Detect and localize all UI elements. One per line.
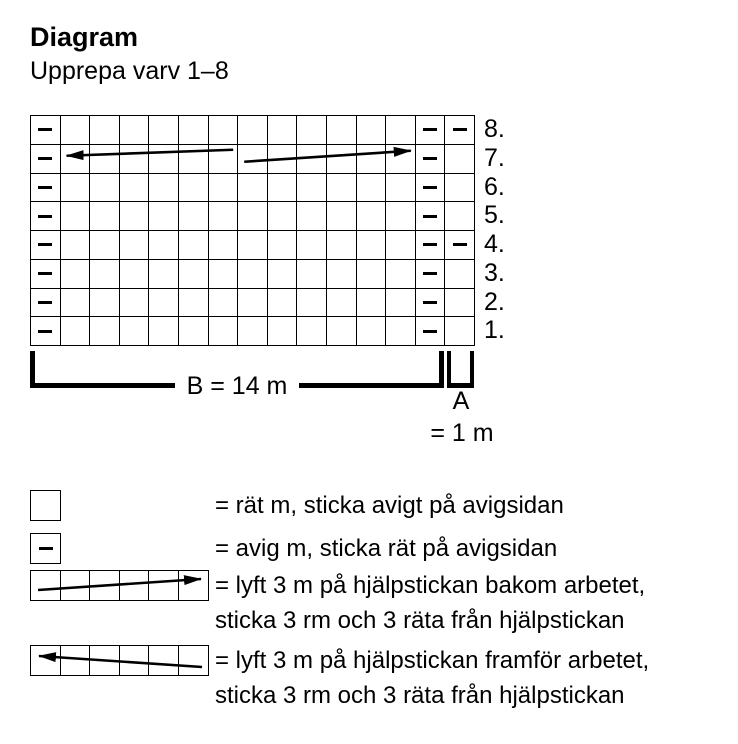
chart-cell: [357, 289, 387, 318]
chart-cell: [31, 260, 61, 289]
chart-cell: [31, 145, 61, 174]
chart-cell: [268, 202, 298, 231]
row-label: 4.: [484, 230, 505, 258]
chart-cell: [386, 317, 416, 346]
legend-text-line: = lyft 3 m på hjälpstickan bakom arbetet,: [215, 572, 646, 599]
chart-cell: [209, 145, 239, 174]
chart-cell: [327, 145, 357, 174]
chart-cell: [238, 231, 268, 260]
chart-cell: [238, 317, 268, 346]
chart-cell: [209, 260, 239, 289]
chart-cell: [445, 231, 475, 260]
chart-cell: [61, 202, 91, 231]
purl-dash-icon: [423, 243, 437, 246]
chart-cell: [61, 174, 91, 203]
chart-cell: [61, 231, 91, 260]
purl-dash-icon: [453, 128, 467, 131]
chart-cell: [238, 260, 268, 289]
chart-cell: [149, 174, 179, 203]
legend-item-text: [215, 643, 649, 713]
chart-cell: [357, 174, 387, 203]
purl-dash-icon: [423, 128, 437, 131]
legend-item-text: [215, 488, 564, 523]
chart-cell: [120, 145, 150, 174]
knitting-chart: [30, 115, 475, 346]
strip-cell: [178, 645, 209, 676]
a-measure-value: = 1 m: [430, 419, 494, 447]
purl-dash-icon: [38, 301, 52, 304]
chart-cell: [120, 231, 150, 260]
purl-dash-icon: [423, 301, 437, 304]
purl-dash-icon: [423, 157, 437, 160]
chart-cell: [238, 145, 268, 174]
chart-cell: [149, 145, 179, 174]
purl-dash-icon: [423, 215, 437, 218]
chart-cell: [120, 202, 150, 231]
chart-cell: [120, 317, 150, 346]
chart-cell: [238, 174, 268, 203]
b-measure-label: [30, 371, 444, 401]
chart-cell: [445, 260, 475, 289]
chart-cell: [357, 317, 387, 346]
chart-cell: [357, 145, 387, 174]
chart-cell: [61, 317, 91, 346]
chart-cell: [179, 260, 209, 289]
strip-cell: [119, 645, 150, 676]
chart-cell: [416, 317, 446, 346]
chart-cell: [445, 174, 475, 203]
chart-cell: [209, 174, 239, 203]
chart-cell: [209, 289, 239, 318]
chart-cell: [31, 289, 61, 318]
purl-dash-icon: [38, 157, 52, 160]
row-label: 5.: [484, 201, 505, 230]
chart-cell: [149, 317, 179, 346]
chart-cell: [297, 116, 327, 145]
chart-cell: [31, 174, 61, 203]
chart-cell: [61, 116, 91, 145]
chart-cell: [268, 145, 298, 174]
chart-cell: [90, 289, 120, 318]
chart-cell: [90, 116, 120, 145]
chart-cell: [268, 231, 298, 260]
chart-cell: [90, 174, 120, 203]
chart-cell: [179, 145, 209, 174]
chart-cell: [120, 174, 150, 203]
chart-cell: [357, 260, 387, 289]
chart-cell: [327, 174, 357, 203]
legend-text-line: = rät m, sticka avigt på avigsidan: [215, 492, 564, 519]
chart-cell: [149, 116, 179, 145]
chart-cell: [149, 202, 179, 231]
purl-dash-icon: [39, 547, 53, 550]
strip-cell: [178, 570, 209, 601]
chart-cell: [445, 202, 475, 231]
chart-cell: [61, 145, 91, 174]
chart-cell: [416, 145, 446, 174]
chart-cell: [209, 317, 239, 346]
knit-stitch-icon: [30, 490, 61, 521]
legend-text-line: = avig m, sticka rät på avigsidan: [215, 535, 558, 562]
chart-cell: [386, 174, 416, 203]
b-measure-text: B = 14 m: [175, 372, 300, 400]
row-label: 1.: [484, 316, 505, 345]
chart-cell: [209, 231, 239, 260]
strip-cell: [148, 645, 179, 676]
chart-cell: [386, 231, 416, 260]
chart-cell: [416, 116, 446, 145]
purl-dash-icon: [38, 215, 52, 218]
chart-cell: [327, 260, 357, 289]
legend-item-cable-front: [30, 645, 730, 709]
chart-cell: [297, 145, 327, 174]
chart-cell: [386, 145, 416, 174]
chart-cell: [386, 202, 416, 231]
chart-cell: [61, 289, 91, 318]
chart-cell: [297, 174, 327, 203]
chart-cell: [31, 202, 61, 231]
a-measure-letter: A: [452, 387, 470, 415]
chart-cell: [297, 202, 327, 231]
chart-cell: [149, 231, 179, 260]
chart-cell: [445, 116, 475, 145]
chart-cell: [179, 231, 209, 260]
row-label: 3.: [484, 258, 505, 287]
strip-cell: [60, 570, 91, 601]
chart-cell: [31, 317, 61, 346]
chart-cell: [179, 289, 209, 318]
chart-cell: [445, 289, 475, 318]
chart-cell: [238, 116, 268, 145]
chart-cell: [357, 116, 387, 145]
chart-cell: [31, 231, 61, 260]
chart-cell: [238, 202, 268, 231]
legend-item-cable-back: [30, 570, 730, 634]
chart-cell: [445, 317, 475, 346]
strip-cell: [60, 645, 91, 676]
chart-cell: [209, 202, 239, 231]
chart-cell: [209, 116, 239, 145]
chart-cell: [90, 260, 120, 289]
purl-dash-icon: [38, 330, 52, 333]
chart-cell: [297, 289, 327, 318]
chart-cell: [416, 289, 446, 318]
chart-cell: [327, 202, 357, 231]
chart-cell: [386, 289, 416, 318]
chart-cell: [90, 317, 120, 346]
chart-cell: [327, 289, 357, 318]
chart-cell: [268, 174, 298, 203]
chart-cell: [179, 202, 209, 231]
legend-text-line: sticka 3 rm och 3 räta från hjälpstickan: [215, 607, 625, 634]
row-label: 7.: [484, 143, 505, 172]
legend-item-text: [215, 568, 645, 638]
chart-cell: [416, 260, 446, 289]
chart-cell: [90, 231, 120, 260]
chart-cell: [120, 260, 150, 289]
chart-cell: [416, 231, 446, 260]
page-title: Diagram: [30, 22, 139, 52]
purl-dash-icon: [453, 243, 467, 246]
chart-cell: [120, 289, 150, 318]
chart-cell: [31, 116, 61, 145]
purl-stitch-icon: [30, 533, 61, 564]
strip-cell: [89, 570, 120, 601]
purl-dash-icon: [423, 186, 437, 189]
purl-dash-icon: [38, 186, 52, 189]
chart-cell: [268, 260, 298, 289]
strip-cell: [148, 570, 179, 601]
chart-cell: [386, 116, 416, 145]
chart-cell: [179, 116, 209, 145]
row-label: 2.: [484, 287, 505, 316]
strip-cell: [119, 570, 150, 601]
chart-cell: [327, 231, 357, 260]
strip-cell: [89, 645, 120, 676]
chart-cell: [90, 145, 120, 174]
strip-cell: [30, 645, 61, 676]
chart-cell: [268, 317, 298, 346]
chart-cell: [149, 260, 179, 289]
chart-cell: [238, 289, 268, 318]
chart-cell: [268, 289, 298, 318]
chart-cell: [297, 231, 327, 260]
legend-text-line: = lyft 3 m på hjälpstickan framför arbetet,: [215, 647, 650, 674]
chart-cell: [149, 289, 179, 318]
chart-cell: [268, 116, 298, 145]
legend-item-text: [215, 531, 557, 566]
row-labels: [484, 115, 505, 345]
subtitle: Upprepa varv 1–8: [30, 57, 229, 85]
chart-cell: [179, 317, 209, 346]
chart-cell: [90, 202, 120, 231]
legend-text-line: sticka 3 rm och 3 räta från hjälpstickan: [215, 682, 625, 709]
purl-dash-icon: [38, 243, 52, 246]
chart-cell: [297, 260, 327, 289]
chart-cell: [445, 145, 475, 174]
strip-cell: [30, 570, 61, 601]
chart-cell: [416, 174, 446, 203]
chart-cell: [297, 317, 327, 346]
chart-grid: [30, 115, 475, 346]
purl-dash-icon: [423, 330, 437, 333]
chart-cell: [416, 202, 446, 231]
chart-cell: [357, 202, 387, 231]
row-label: 8.: [484, 115, 505, 143]
chart-cell: [327, 317, 357, 346]
purl-dash-icon: [423, 272, 437, 275]
chart-cell: [386, 260, 416, 289]
chart-cell: [327, 116, 357, 145]
chart-cell: [120, 116, 150, 145]
purl-dash-icon: [38, 272, 52, 275]
chart-cell: [61, 260, 91, 289]
purl-dash-icon: [38, 128, 52, 131]
row-label: 6.: [484, 172, 505, 201]
bracket-a: [447, 351, 474, 388]
chart-cell: [357, 231, 387, 260]
chart-cell: [179, 174, 209, 203]
